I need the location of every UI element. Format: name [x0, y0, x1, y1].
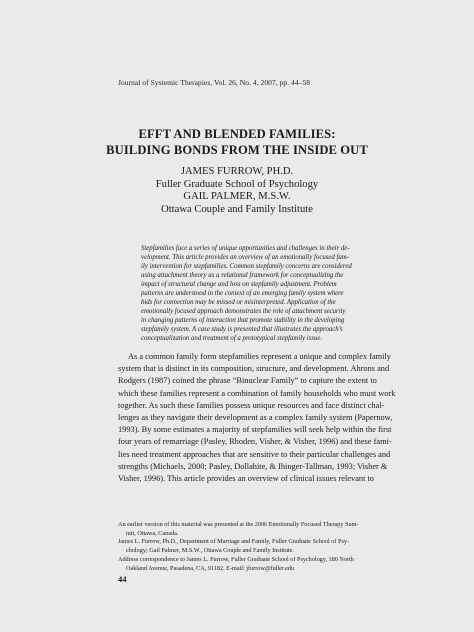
author-list [0, 166, 474, 216]
author-name: GAIL PALMER, M.S.W. [183, 191, 291, 203]
body-line: Rodgers (1987) coined the phrase “Binuclear Family” to capture the extent to [118, 376, 377, 386]
abstract-line: impact of structural change and loss on stepfamily adjustment. Problem [141, 281, 337, 289]
footnote-line: mit, Ottawa, Canada. [126, 529, 179, 537]
abstract-line: stepfamily system. A case study is presented that illustrates the approach’s [141, 326, 343, 334]
abstract-line: in changing patterns of interaction that promote stability in the developing [141, 317, 345, 325]
abstract-line: patterns are understood in the context of an emerging family system where [141, 290, 344, 298]
abstract-line: velopment. This article provides an overview of an emotionally focused fam- [141, 254, 349, 262]
article-title-line-2: BUILDING BONDS FROM THE INSIDE OUT [106, 143, 368, 157]
body-line: lenges as they navigate their development as a complex family system (Papernow, [118, 413, 393, 423]
abstract [141, 244, 377, 344]
footnote-line: Address correspondence to James L. Furrow, Fuller Graduate School of Psychology, 180 North [118, 555, 354, 563]
body-line: which these families represent a combination of family households who must work [118, 388, 396, 398]
footnote-line: chology; Gail Palmer, M.S.W., Ottawa Couple and Family Institute. [126, 547, 294, 555]
body-line: Visher, 1996). This article provides an overview of clinical issues relevant to [118, 474, 374, 484]
author-name: JAMES FURROW, PH.D. [180, 166, 294, 177]
abstract-line: bids for connection may be missed or misinterpreted. Application of the [141, 299, 336, 307]
author-affiliation: Fuller Graduate School of Psychology [155, 178, 319, 190]
article-title-line-1: EFFT AND BLENDED FAMILIES: [138, 127, 336, 141]
author-affiliation: Ottawa Couple and Family Institute [161, 203, 313, 215]
abstract-line: ily intervention for stepfamilies. Common stepfamily concerns are considered [141, 263, 352, 271]
abstract-line: using attachment theory as a relational framework for conceptualizing the [141, 272, 344, 280]
abstract-line: emotionally focused approach demonstrates the role of attachment security [141, 308, 346, 316]
body-line: strengths (Michaels, 2000; Pasley, Dollahite, & Ihinger-Tallman, 1993; Visher & [118, 461, 388, 471]
body-line: four years of remarriage (Pasley, Rhoden, Visher, & Visher, 1996) and these fami- [118, 437, 392, 447]
body-line: 1993). By some estimates a majority of stepfamilies will seek help within the first [118, 425, 392, 435]
footnote-line: Oakland Avenue, Pasadena, CA, 91182. E-mail: jfurrow@fuller.edu [126, 564, 295, 572]
abstract-line: Stepfamilies face a series of unique opportunities and challenges in their de- [141, 245, 350, 252]
body-line: system that is distinct in its composition, structure, and development. Ahrons and [118, 364, 390, 374]
body-line: As a common family form stepfamilies represent a unique and complex family [128, 352, 391, 361]
footnote-line: James L. Furrow, Ph.D., Department of Marriage and Family, Fuller Graduate School of Psy- [118, 538, 350, 546]
footnotes [118, 521, 388, 573]
footnote-line: An earlier version of this material was presented at the 2006 Emotionally Focused Therapy Sum- [118, 521, 359, 528]
abstract-line: conceptualization and treatment of a prototypical stepfamily issue. [141, 335, 323, 343]
article-title-block [0, 126, 474, 216]
body-text [118, 351, 396, 485]
page-number: 44 [118, 574, 127, 584]
journal-citation: Journal of Systemic Therapies, Vol. 26, No. 4, 2007, pp. 44–58 [118, 78, 311, 87]
body-line: lies need treatment approaches that are sensitive to their particular challenges and [118, 449, 391, 459]
body-line: together. As such these families possess unique resources and face distinct chal- [118, 400, 385, 410]
